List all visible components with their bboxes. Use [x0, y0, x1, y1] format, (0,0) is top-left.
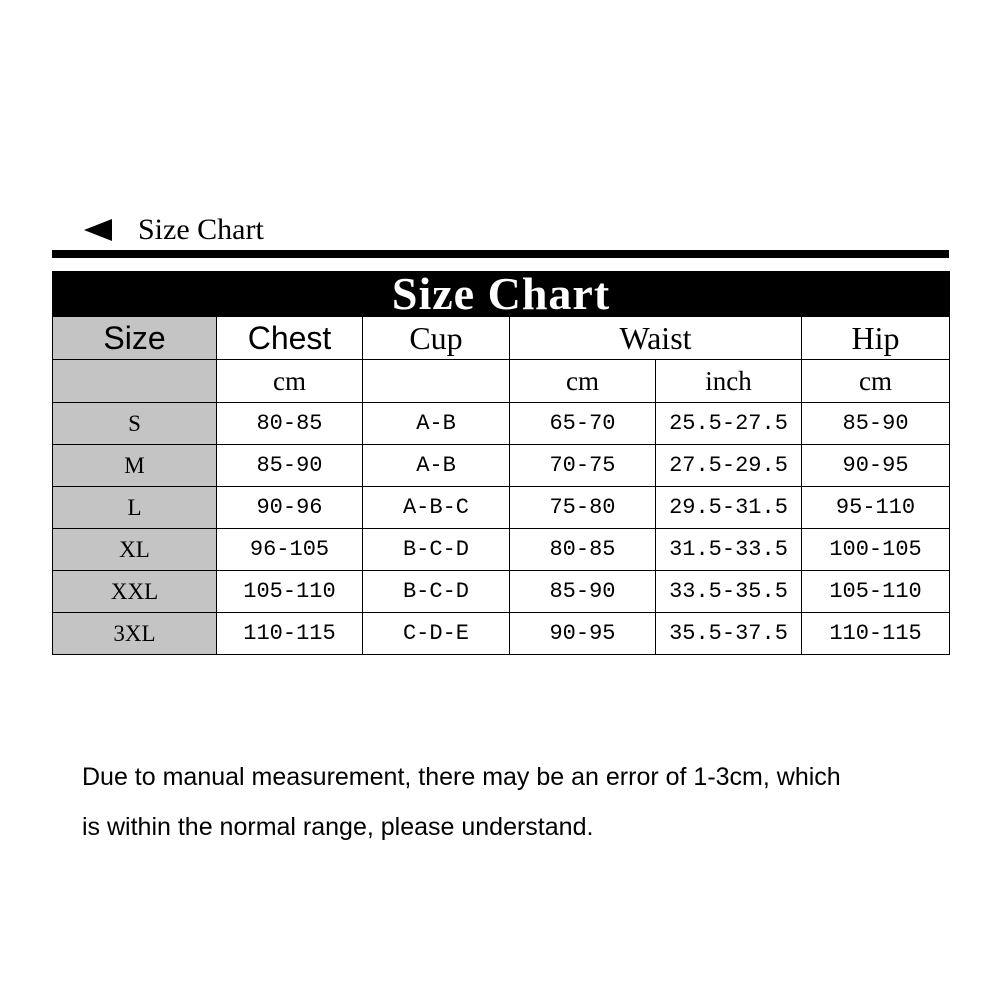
- cell-waist-cm: 70-75: [510, 445, 656, 487]
- table-banner-row: [53, 272, 950, 317]
- cell-size: L: [53, 487, 217, 529]
- cell-size: M: [53, 445, 217, 487]
- table-banner: Size Chart: [53, 272, 950, 317]
- unit-chest: cm: [217, 360, 363, 403]
- triangle-left-icon: [84, 219, 112, 241]
- cell-hip: 110-115: [802, 613, 950, 655]
- header-cup: Cup: [363, 317, 510, 360]
- cell-size: XXL: [53, 571, 217, 613]
- size-chart-table: [52, 268, 950, 655]
- table-row: [53, 613, 950, 655]
- cell-cup: B-C-D: [363, 571, 510, 613]
- measurement-note-line: is within the normal range, please understand.: [82, 813, 594, 841]
- cell-waist-cm: 85-90: [510, 571, 656, 613]
- unit-cup: [363, 360, 510, 403]
- header-hip: Hip: [802, 317, 950, 360]
- cell-chest: 80-85: [217, 403, 363, 445]
- cell-waist-inch: 35.5-37.5: [656, 613, 802, 655]
- cell-chest: 105-110: [217, 571, 363, 613]
- cell-waist-cm: 75-80: [510, 487, 656, 529]
- header-chest: Chest: [217, 317, 363, 360]
- unit-hip: cm: [802, 360, 950, 403]
- cell-size: S: [53, 403, 217, 445]
- table-row: [53, 403, 950, 445]
- cell-hip: 85-90: [802, 403, 950, 445]
- cell-cup: C-D-E: [363, 613, 510, 655]
- table-row: [53, 445, 950, 487]
- measurement-note-line: Due to manual measurement, there may be an error of 1-3cm, which: [82, 763, 841, 791]
- measurement-note: [82, 752, 962, 852]
- cell-hip: 100-105: [802, 529, 950, 571]
- cell-size: 3XL: [53, 613, 217, 655]
- cell-waist-inch: 29.5-31.5: [656, 487, 802, 529]
- table-row: [53, 571, 950, 613]
- cell-cup: A-B-C: [363, 487, 510, 529]
- cell-chest: 85-90: [217, 445, 363, 487]
- cell-hip: 95-110: [802, 487, 950, 529]
- cell-cup: A-B: [363, 445, 510, 487]
- unit-waist-cm: cm: [510, 360, 656, 403]
- cell-waist-inch: 33.5-35.5: [656, 571, 802, 613]
- cell-waist-cm: 90-95: [510, 613, 656, 655]
- cell-hip: 105-110: [802, 571, 950, 613]
- table-header-row: [53, 317, 950, 360]
- table-row: [53, 529, 950, 571]
- table-unit-row: [53, 360, 950, 403]
- cell-waist-inch: 27.5-29.5: [656, 445, 802, 487]
- cell-cup: B-C-D: [363, 529, 510, 571]
- cell-chest: 110-115: [217, 613, 363, 655]
- cell-chest: 90-96: [217, 487, 363, 529]
- header-waist: Waist: [510, 317, 802, 360]
- cell-waist-inch: 31.5-33.5: [656, 529, 802, 571]
- cell-size: XL: [53, 529, 217, 571]
- cell-waist-cm: 80-85: [510, 529, 656, 571]
- heading-divider: [52, 250, 949, 258]
- cell-cup: A-B: [363, 403, 510, 445]
- cell-chest: 96-105: [217, 529, 363, 571]
- header-size: Size: [53, 317, 217, 360]
- unit-waist-inch: inch: [656, 360, 802, 403]
- unit-size: [53, 360, 217, 403]
- cell-waist-inch: 25.5-27.5: [656, 403, 802, 445]
- section-heading-title: Size Chart: [138, 213, 264, 246]
- section-heading: [84, 210, 264, 250]
- cell-hip: 90-95: [802, 445, 950, 487]
- table-row: [53, 487, 950, 529]
- cell-waist-cm: 65-70: [510, 403, 656, 445]
